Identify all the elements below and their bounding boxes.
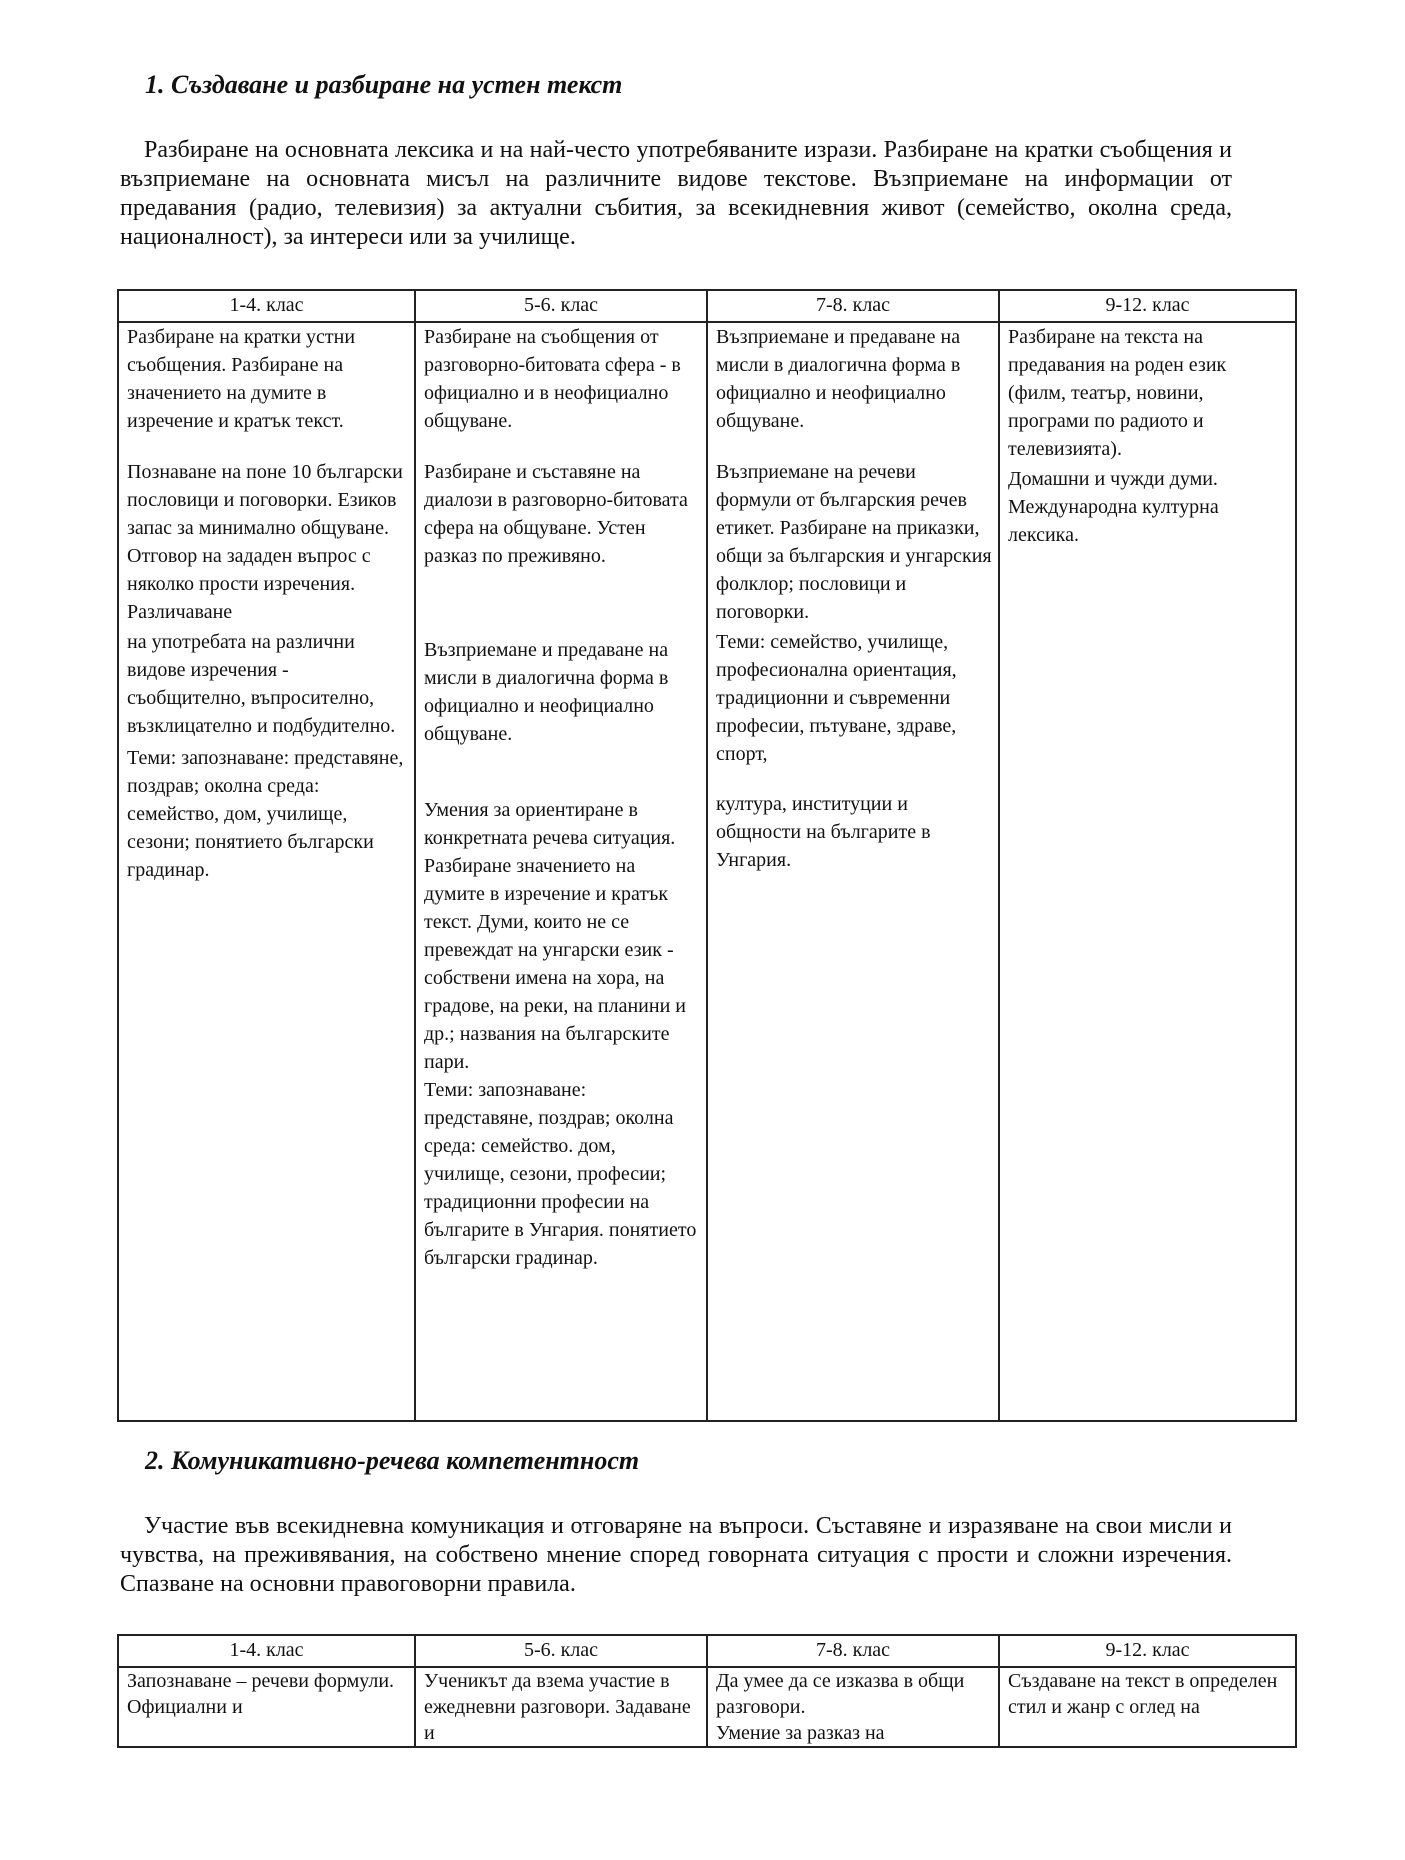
section-2-table: [117, 1634, 1297, 1748]
section-1-table: [117, 289, 1297, 1422]
column-header: 1-4. клас: [118, 1635, 415, 1667]
cell-grade-9-12: [999, 322, 1296, 1421]
column-header: 7-8. клас: [707, 1635, 999, 1667]
cell-paragraph: Създаване на текст в определен стил и жанр с оглед на: [1008, 1670, 1278, 1718]
page-bottom-margin: [0, 1757, 1405, 1860]
cell-paragraph: Теми: запознаване: представяне, поздрав; околна среда: семейство, дом, училище, сезони; понятието български градинар.: [127, 747, 404, 881]
cell-paragraph: на употребата на различни видове изречения - съобщително, въпросително, възклицателно и подбудително.: [127, 631, 396, 737]
cell-grade-9-12: [999, 1667, 1296, 1747]
column-header: 9-12. клас: [999, 290, 1296, 322]
column-header: 5-6. клас: [415, 290, 707, 322]
cell-paragraph: Умения за ориентиране в конкретната речева ситуация. Разбиране значението на думите в изречение и кратък текст. Думи, които не се превеждат на унгарски език - собствени имена на хора, на градове, на реки, на планини и др.; названия на българските пари.: [424, 799, 686, 1073]
cell-paragraph: култура, институции и общности на българите в Унгария.: [716, 793, 931, 871]
cell-grade-1-4: [118, 1667, 415, 1747]
cell-paragraph: Домашни и чужди думи. Международна културна лексика.: [1008, 468, 1219, 546]
cell-grade-7-8: [707, 1667, 999, 1747]
section-2-intro: Участие във всекидневна комуникация и отговаряне на въпроси. Съставяне и изразяване на свои мисли и чувства, на преживявания, на собствено мнение според говорната ситуация с прости и сложни изречения. Спазване на основни правоговорни правила.: [120, 1513, 1232, 1597]
table-row: [118, 1667, 1296, 1747]
table-header-row: [118, 1635, 1296, 1667]
column-header: 9-12. клас: [999, 1635, 1296, 1667]
cell-grade-7-8: [707, 322, 999, 1421]
column-header: 5-6. клас: [415, 1635, 707, 1667]
column-header: 1-4. клас: [118, 290, 415, 322]
column-header: 7-8. клас: [707, 290, 999, 322]
cell-paragraph: Да умее да се изказва в общи разговори.: [716, 1670, 965, 1718]
cell-paragraph: Теми: запознаване: представяне, поздрав; околна среда: семейство. дом, училище, сезони, професии; традиционни професии на българите в Унгария. понятието български градинар.: [424, 1079, 697, 1269]
cell-paragraph: Умение за разказ на: [716, 1722, 885, 1744]
cell-paragraph: Разбиране на съобщения от разговорно-битовата сфера - в официално и в неофициално общуване.: [424, 326, 681, 432]
section-1-heading: 1. Създаване и разбиране на устен текст: [145, 70, 623, 99]
cell-paragraph: Възприемане и предаване на мисли в диалогична форма в официално и неофициално общуване.: [716, 326, 961, 432]
cell-paragraph: Възприемане и предаване на мисли в диалогична форма в официално и неофициално общуване.: [424, 639, 669, 745]
table-row: [118, 322, 1296, 1421]
cell-paragraph: Разбиране на текста на предавания на роден език (филм, театър, новини, програми по радиото и телевизията).: [1008, 326, 1227, 460]
cell-paragraph: Разбиране и съставяне на диалози в разговорно-битовата сфера на общуване. Устен разказ по преживяно.: [424, 461, 688, 567]
cell-paragraph: Разбиране на кратки устни съобщения. Разбиране на значението на думите в изречение и кратък текст.: [127, 326, 356, 432]
cell-grade-5-6: [415, 1667, 707, 1747]
cell-paragraph: Познаване на поне 10 български пословици и поговорки. Езиков запас за минимално общуване. Отговор на зададен въпрос с няколко прости изречения. Различаване: [127, 461, 403, 623]
cell-grade-5-6: [415, 322, 707, 1421]
cell-paragraph: Ученикът да взема участие в ежедневни разговори. Задаване и: [424, 1670, 691, 1744]
cell-grade-1-4: [118, 322, 415, 1421]
cell-paragraph: Теми: семейство, училище, професионална ориентация, традиционни и съвременни професии, пътуване, здраве, спорт,: [716, 631, 957, 765]
cell-paragraph: Запознаване – речеви формули.: [127, 1670, 395, 1692]
section-1-intro: Разбиране на основната лексика и на най-често употребяваните изрази. Разбиране на кратки съобщения и възприемане на основната мисъл на различните видове текстове. Възприемане на информации от предавания (радио, телевизия) за актуални събития, за всекидневния живот (семейство, околна среда, националност), за интереси или за училище.: [120, 137, 1232, 250]
cell-paragraph: Възприемане на речеви формули от българския речев етикет. Разбиране на приказки, общи за българския и унгарския фолклор; пословици и поговорки.: [716, 461, 992, 623]
section-2-heading: 2. Комуникативно-речева компетентност: [145, 1446, 640, 1475]
table-header-row: [118, 290, 1296, 322]
cell-paragraph: Официални и: [127, 1696, 243, 1718]
